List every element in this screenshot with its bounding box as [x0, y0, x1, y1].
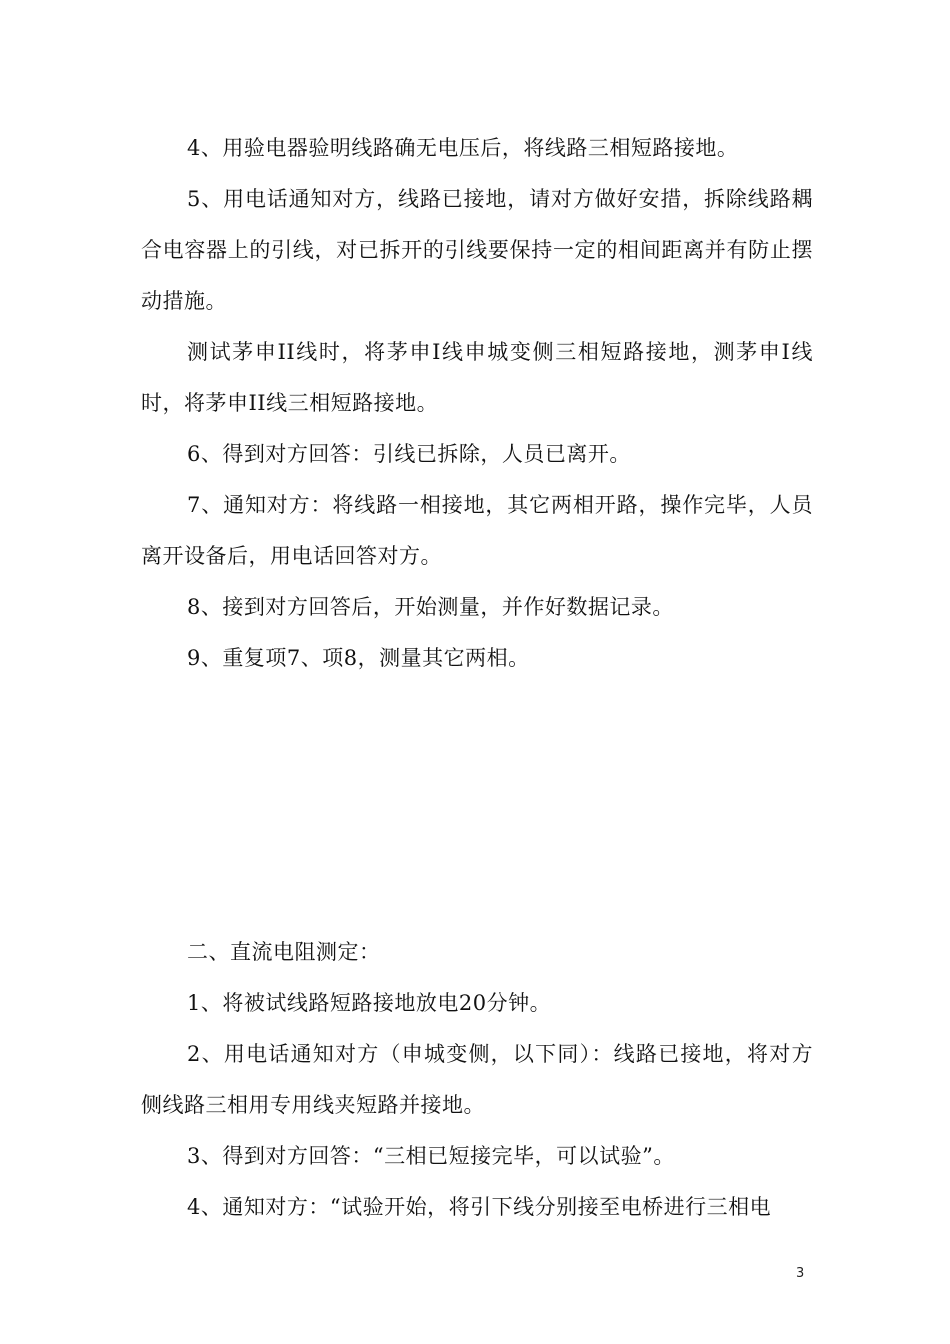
- paragraph-dc-step-2: 2、用电话通知对方（申城变侧，以下同）：线路已接地，将对方侧线路三相用专用线夹短路并接地。: [141, 1042, 813, 1117]
- paragraph-step-7-notify: 7、通知对方：将线路一相接地，其它两相开路，操作完毕，人员离开设备后，用电话回答对方。: [141, 493, 813, 568]
- paragraph-dc-step-1: 1、将被试线路短路接地放电20分钟。: [187, 991, 552, 1015]
- paragraph-dc-step-4: 4、通知对方：“试验开始，将引下线分别接至电桥进行三相电: [187, 1195, 772, 1219]
- paragraph-step-5-notify-remove-leads: 5、用电话通知对方，线路已接地，请对方做好安措，拆除线路耦合电容器上的引线，对已拆开的引线要保持一定的相间距离并有防止摆动措施。: [141, 187, 813, 313]
- paragraph-dc-step-3: 3、得到对方回答：“三相已短接完毕，可以试验”。: [187, 1144, 675, 1168]
- paragraph-step-4-verify-no-voltage: 4、用验电器验明线路确无电压后，将线路三相短路接地。: [187, 136, 739, 160]
- paragraph-step-8-measure: 8、接到对方回答后，开始测量，并作好数据记录。: [187, 595, 674, 619]
- section-heading-dc-resistance: 二、直流电阻测定：: [187, 940, 381, 964]
- paragraph-step-9-repeat: 9、重复项7、项8，测量其它两相。: [187, 646, 530, 670]
- page-number: 3: [796, 1266, 805, 1281]
- paragraph-step-6-reply: 6、得到对方回答：引线已拆除，人员已离开。: [187, 442, 631, 466]
- paragraph-note-line-grounding: 测试茅申II线时，将茅申I线申城变侧三相短路接地，测茅申I线时，将茅申II线三相短路接地。: [141, 340, 813, 415]
